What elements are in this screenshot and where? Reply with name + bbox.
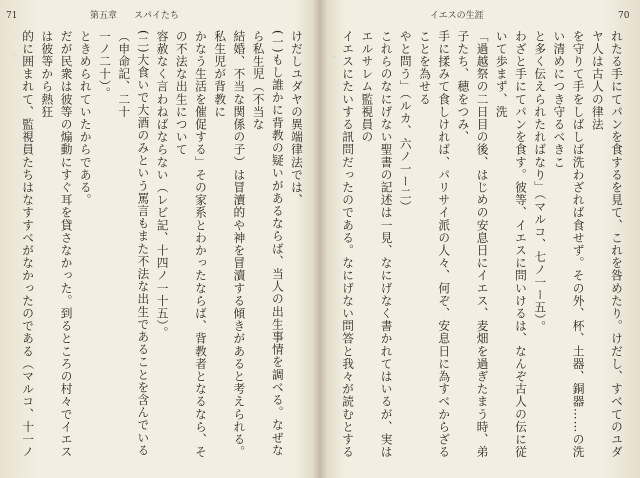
right-page-number: 70: [618, 11, 630, 21]
text-line: やと問う」（ルカ、六ノ一ー二）: [398, 30, 413, 214]
text-line: れたる手にてパンを食するを見て、これを咎めたり。けだし、すべてのユダヤ人は古人の律法: [590, 30, 624, 459]
right-page-header: [322, 9, 640, 23]
left-page: [0, 0, 318, 478]
text-line: (一)もし誰かに背教の疑いがあるならば、当人の出生事情を調べる。なぜなら私生児（不当な: [251, 30, 285, 457]
text-line: を守りて手をしばしば洗わざれば食せず。その外、杯、土器、銅器……の洗い清めにつき守るべきこ: [552, 30, 586, 459]
left-page-number: 71: [6, 11, 18, 21]
right-page-title: イエスの生涯: [430, 11, 484, 21]
text-line: これらのなにげない聖書の記述は一見、なにげなく書かれてはいるが、実はエルサレム監視員の: [360, 30, 394, 459]
right-page-body: [334, 30, 626, 460]
text-line: わざと手にてパンを食す。彼等、イエスに問いけるは、なんぞ古人の伝に従いて歩まず、洗: [494, 30, 528, 459]
text-line: (二)大食いで大酒のみという罵言もまた不法な出生であることを含んでいる（申命記、二十: [117, 30, 151, 457]
text-line: 「過越祭の二日目の後、はじめの安息日にイエス、麦畑を過ぎたまう時、弟子たち、穂をつみ、: [456, 30, 490, 459]
left-page-body: [14, 30, 306, 460]
text-line: けだしユダヤの異端律法では、: [290, 30, 304, 207]
left-page-title: スパイたち: [134, 11, 180, 21]
right-page: [322, 0, 640, 478]
text-line: だが民衆は彼等の煽動にすぐ耳を貸さなかった。到るところの村々でイエスは彼等から熱狂: [40, 30, 74, 459]
text-line: かなう生活を催促する」その家系とわかったならば、背教者となるなら、その不法な出生について: [174, 30, 208, 459]
text-line: 一ノ二十）。: [97, 30, 112, 100]
text-line: イエスにたいする訊問だったのである。なにげない問答と我々が読むとする: [341, 30, 356, 459]
text-line: ときめられていたからである。: [78, 30, 93, 207]
text-line: と多く伝えられたればなり」（マルコ、七ノ一ー五）。: [533, 30, 548, 334]
text-line: 手に揉みて食しければ、パリサイ派の人々、何ぞ、安息日に為すべからざることを為せる: [417, 30, 452, 459]
left-page-header: [0, 9, 318, 23]
text-line: 的に囲まれて、監視員たちはなすすべがなかったのである（マルコ、十一ノ: [21, 30, 36, 459]
text-line: 結婚、不当な関係の子）は冒瀆的や神を冒瀆する傾きがあると考えられる。私生児が背教に: [213, 30, 247, 459]
left-page-chapter: 第五章: [90, 11, 118, 21]
text-line: 容赦なく言わねばならない（レビ記、十四ノ一十五）。: [155, 30, 170, 340]
